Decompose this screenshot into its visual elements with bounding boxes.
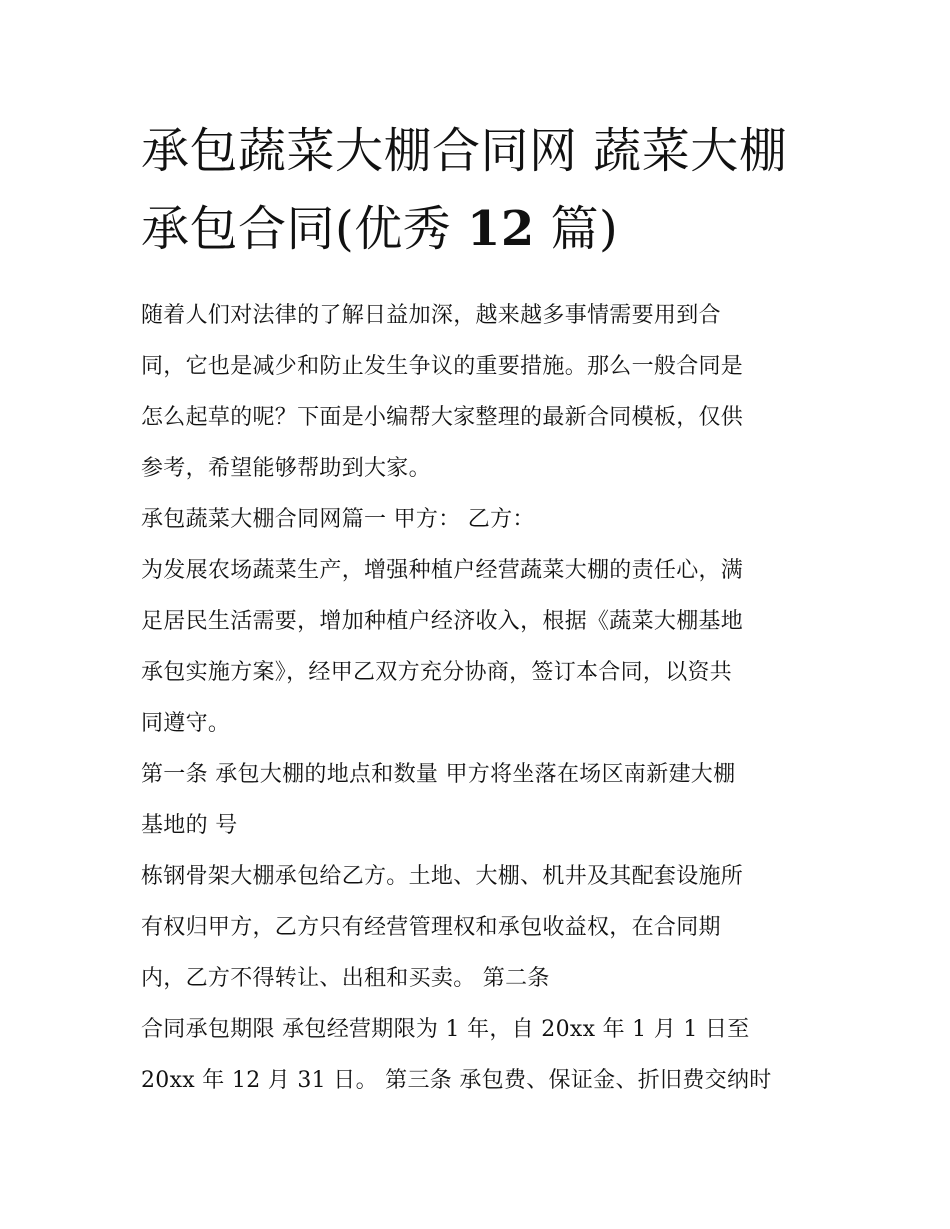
- text-line: 参考，希望能够帮助到大家。: [141, 456, 431, 481]
- text-line: 内，乙方不得转让、出租和买卖。 第二条: [141, 966, 550, 991]
- title-line-1: 承包蔬菜大棚合同网 蔬菜大棚: [141, 123, 788, 179]
- title-line-2-start: 承包合同(优秀: [141, 201, 467, 257]
- preamble-paragraph: [141, 545, 816, 749]
- text-line: 20xx 年 12 月 31 日。 第三条 承包费、保证金、折旧费交纳时: [141, 1068, 772, 1093]
- text-line: 足居民生活需要，增加种植户经济收入，根据《蔬菜大棚基地: [141, 609, 744, 634]
- title-line-2-end: 篇): [534, 201, 619, 257]
- text-line: 有权归甲方，乙方只有经营管理权和承包收益权，在合同期: [141, 915, 721, 940]
- text-line: 第一条 承包大棚的地点和数量 甲方将坐落在场区南新建大棚: [141, 762, 736, 787]
- intro-paragraph: [141, 290, 816, 494]
- text-line: 合同承包期限 承包经营期限为 1 年，自 20xx 年 1 月 1 日至: [141, 1017, 750, 1042]
- title-line-2-number: 12: [467, 201, 535, 257]
- article-two: [141, 1004, 816, 1106]
- text-line: 怎么起草的呢？下面是小编帮大家整理的最新合同模板，仅供: [141, 405, 744, 430]
- text-line: 为发展农场蔬菜生产，增强种植户经营蔬菜大棚的责任心，满: [141, 558, 744, 583]
- text-line: 栋钢骨架大棚承包给乙方。土地、大棚、机井及其配套设施所: [141, 864, 744, 889]
- text-line: 基地的 号: [141, 813, 238, 838]
- document-body: [141, 112, 816, 1106]
- text-line: 随着人们对法律的了解日益加深，越来越多事情需要用到合: [141, 303, 721, 328]
- section-heading-part-one: 承包蔬菜大棚合同网篇一 甲方： 乙方：: [141, 507, 535, 532]
- text-line: 承包实施方案》，经甲乙双方充分协商，签订本合同，以资共: [141, 660, 733, 685]
- text-line: 同遵守。: [141, 711, 231, 736]
- article-one-continued: [141, 851, 816, 1004]
- document-title: [141, 112, 816, 268]
- article-one: [141, 749, 816, 851]
- text-line: 同，它也是减少和防止发生争议的重要措施。那么一般合同是: [141, 354, 744, 379]
